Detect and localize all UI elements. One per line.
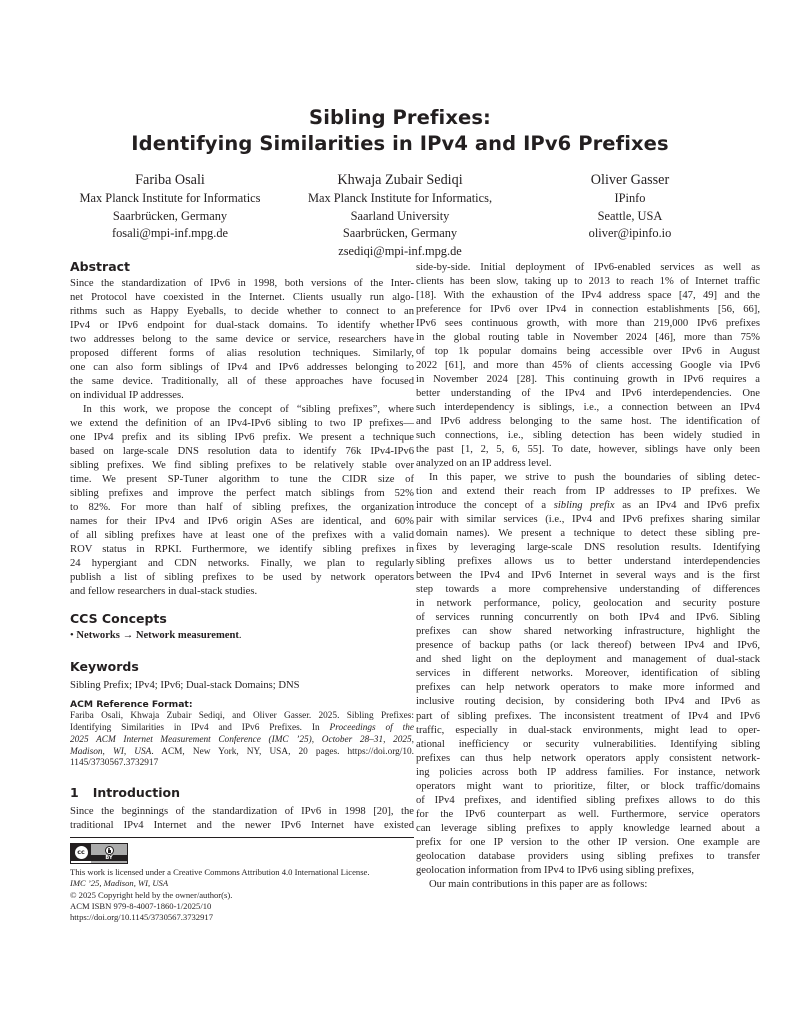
text-line: Since the standardization of IPv6 in 1998, both versions of the Inter- <box>70 278 414 289</box>
author-email[interactable]: zsediqi@mpi-inf.mpg.de <box>338 243 462 258</box>
text-line: of services running concurrently on both IPv4 and IPv6. Sibling <box>416 612 760 624</box>
keywords-heading: Keywords <box>70 659 139 675</box>
text-line: IPv6 sees continuous growth, with more than 219,000 IPv6 prefixes <box>416 318 760 330</box>
text-line: for the IPv6 counterpart as well. Furthermore, service operators <box>416 808 760 820</box>
abstract-paragraph-1 <box>70 277 414 403</box>
text-line: the past [1, 2, 5, 6, 55]. To date, however, siblings have only been <box>416 444 760 456</box>
text-line: we extend the definition of an IPv4-IPv6 sibling to two IP prefixes— <box>70 418 414 430</box>
author-name: Oliver Gasser <box>590 172 670 188</box>
intro-continued-paragraph <box>416 261 760 471</box>
text-line: based on large-scale DNS resolution data to identify 76k IPv4-IPv6 <box>70 446 414 458</box>
text-line: geolocation information from IPv4 to IPv6 using sibling prefixes, <box>416 864 695 876</box>
text-line: preference for IPv6 over IPv4 in connection establishments [56, 66], <box>416 304 760 316</box>
reference-location: Madison, WI, USA <box>70 746 152 757</box>
text-line: net Protocol have coexisted in the Internet. Clients usually run algo- <box>70 292 414 304</box>
text-line: 24 hypergiant and CDN networks. Finally, we plan to regularly <box>70 558 414 570</box>
text-line: one can also form siblings of IPv4 and IPv6 addresses belonging to <box>70 362 414 374</box>
text-line: domain names). We present a technique to detect these sibling pre- <box>416 528 760 540</box>
cc-circle: cc <box>75 846 88 859</box>
reference-proceedings: Proceedings of the <box>329 723 414 734</box>
text-line <box>416 499 760 513</box>
author-email[interactable]: oliver@ipinfo.io <box>588 226 672 241</box>
doi-link[interactable]: 1145/3730567.3732917 <box>70 758 159 769</box>
text-line: of top 1k popular domains being accessible over IPv6 in August <box>416 346 760 358</box>
text-line: tion and extend their reach from IP addresses to IP prefixes. We <box>416 486 760 498</box>
introduction-heading <box>70 784 414 802</box>
title-line-2: Identifying Similarities in IPv4 and IPv6 Prefixes <box>131 132 669 155</box>
text-line: prefix for one IP version to the other IP version. One example are <box>416 836 760 848</box>
license-copyright: © 2025 Copyright held by the owner/author(s). <box>70 889 233 900</box>
text-line: publish a list of sibling prefixes to be used by network operators <box>70 572 414 584</box>
title-line-1: Sibling Prefixes: <box>309 106 491 129</box>
text-line: proposed different forms of alias resolution techniques. Similarly, <box>70 348 414 360</box>
text-line: IPv4 or IPv6 endpoint for dual-stack domains. To identify whether <box>70 320 414 332</box>
license-text <box>70 867 414 923</box>
author-block-1 <box>70 170 270 243</box>
ccs-concepts <box>70 629 414 643</box>
text-line: [18]. With the exhaustion of the IPv4 address space [47, 49] and the <box>416 290 760 302</box>
text-line: prefixes can show shared networking infrastructure, highlight the <box>416 626 760 638</box>
text-line <box>70 723 414 735</box>
text-line: side-by-side. Initial deployment of IPv6-enabled services as well as <box>416 262 760 273</box>
text-line: such interdependency is siblings, i.e., a connection between an IPv4 <box>416 402 760 414</box>
text-line <box>70 747 414 759</box>
text-line: one IPv4 prefix and its sibling IPv6 prefix. We present a technique <box>70 432 414 444</box>
text-line: and shed light on the deployment and management of dual-stack <box>416 654 760 666</box>
author-email[interactable]: fosali@mpi-inf.mpg.de <box>111 226 229 241</box>
author-affiliation: Max Planck Institute for Informatics <box>79 191 261 205</box>
reference-text: Identifying Similarities in IPv4 and IPv6 Prefixes. In <box>70 723 330 734</box>
text-line: sibling prefixes and improve the perfect match siblings from 52% <box>70 488 414 500</box>
ccs-period: . <box>238 630 242 642</box>
license-venue-text: IMC ’25, Madison, WI, USA <box>70 878 169 889</box>
contribution-paragraph <box>416 471 760 877</box>
text-line: Our main contributions in this paper are as follows: <box>429 878 648 890</box>
text-line: in the global routing table in November 2024 [46], more than 75% <box>416 332 760 344</box>
inline-text: as an IPv4 and IPv6 prefix <box>614 500 760 512</box>
text-line: can leverage sibling prefixes to apply knowledge learned about a <box>416 822 760 834</box>
abstract-heading: Abstract <box>70 259 131 274</box>
text-line: part of sibling prefixes. The inconsistent treatment of IPv4 and IPv6 <box>416 710 760 722</box>
author-location: Seattle, USA <box>597 208 663 223</box>
by-icon <box>91 844 127 863</box>
text-line: sibling prefixes allows us to better understand interdependencies <box>416 556 760 568</box>
text-line: 2022 [61], and more than 45% of clients accessing Google via IPv6 <box>416 360 760 372</box>
text-line: and fellow researchers in dual-stack studies. <box>70 586 258 598</box>
text-line: operators might want to prioritize, filter, or block traffic/domains <box>416 780 760 792</box>
ccs-bullet: • <box>70 630 74 642</box>
text-line: of all sibling prefixes have at least one of the prefixes with a valid <box>70 530 414 542</box>
text-line: to 82%. For more than half of sibling prefixes, the organization <box>70 502 414 514</box>
ccs-item-network-measurement: Network measurement <box>135 630 239 642</box>
author-name: Khwaja Zubair Sediqi <box>337 172 463 188</box>
text-line: prefixes can help network operators to make more informed and <box>416 682 760 694</box>
author-block-2 <box>300 170 500 260</box>
ccs-item-networks: Networks <box>76 630 120 642</box>
author-affiliation: Max Planck Institute for Informatics, <box>307 191 493 205</box>
arrow-icon: → <box>122 630 134 642</box>
text-line: time. We present SP-Tuner algorithm to tune the CIDR size of <box>70 474 414 486</box>
text-line: Fariba Osali, Khwaja Zubair Sediqi, and Oliver Gasser. 2025. Sibling Prefixes: <box>70 711 414 722</box>
section-number: 1 <box>70 784 79 800</box>
text-line <box>70 735 414 747</box>
text-line: sibling prefixes. We find sibling prefixes to be relatively stable over <box>70 460 414 472</box>
author-location: Saarbrücken, Germany <box>112 208 228 223</box>
text-line: between the IPv4 and IPv6 Internet in several ways and is the first <box>416 570 760 582</box>
text-line: such connections, i.e., sibling detection has been widely studied in <box>416 430 760 442</box>
author-block-3 <box>530 170 730 243</box>
ccs-heading: CCS Concepts <box>70 611 167 627</box>
license-venue <box>70 878 414 889</box>
text-line: clients has been slow, taking up to 2013 to reach 1% of Internet traffic <box>416 276 760 288</box>
footnote-divider <box>70 837 414 838</box>
text-line: In this work, we propose the concept of “sibling prefixes”, where <box>83 404 414 416</box>
cc-icon <box>71 844 91 861</box>
right-column <box>416 261 760 892</box>
text-line: prefixes can thus help network operators apply consistent network- <box>416 752 760 764</box>
reference-format-text <box>70 711 414 770</box>
text-line: two addresses belong to the same device or service, researchers have <box>70 334 414 346</box>
text-line: ROV status in RPKI. Furthermore, we identify sibling prefixes in <box>70 544 414 556</box>
left-column <box>70 258 414 923</box>
reference-publisher[interactable]: . ACM, New York, NY, USA, 20 pages. https://doi.org/10. <box>151 746 414 757</box>
inline-text: introduce the concept of a <box>416 500 554 512</box>
reference-format-heading: ACM Reference Format: <box>70 699 193 711</box>
by-label: BY <box>91 855 127 861</box>
text-line: services in different networks. Moreover, identification of sibling <box>416 668 760 680</box>
text-line: ational inefficiency or security vulnerabilities. Identifying sibling <box>416 738 760 750</box>
text-line: ing policies across both IP address families. For instance, network <box>416 766 760 778</box>
person-icon <box>105 846 114 855</box>
text-line: traditional IPv4 Internet and the newer IPv6 Internet have existed <box>70 819 414 831</box>
license-statement[interactable]: This work is licensed under a Creative Commons Attribution 4.0 International License. <box>70 866 370 877</box>
text-line: fixes by leveraging large-scale DNS resolution results. Identifying <box>416 542 760 554</box>
text-line: and IPv6 address belonging to the same host. The identification of <box>416 416 760 428</box>
author-name: Fariba Osali <box>135 172 205 188</box>
text-line: traffic, especially in dual-stack environments, might lead to oper- <box>416 724 760 736</box>
text-line: presence of backup paths (or lack thereof) between IPv4 and IPv6, <box>416 640 760 652</box>
text-line: pair with similar services (i.e., IPv4 and IPv6 prefixes sharing similar <box>416 514 760 526</box>
emphasis-sibling-prefix: sibling prefix <box>553 500 615 512</box>
text-line: In this paper, we strive to push the boundaries of sibling detec- <box>429 472 760 484</box>
text-line: in November 2024 [28]. This continuing growth in IPv6 requires a <box>416 374 760 386</box>
abstract-paragraph-2 <box>70 403 414 599</box>
text-line: the same device. Traditionally, all of these approaches have focused <box>70 376 414 388</box>
paper-title <box>0 105 800 157</box>
author-location: Saarbrücken, Germany <box>342 226 458 241</box>
text-line: in network performance, policy, geolocation and security posture <box>416 598 760 610</box>
text-line: names for their IPv4 and IPv6 origin ASes are identical, and 60% <box>70 516 414 528</box>
text-line: inclusive routing decision, by considering both IPv4 and IPv6 as <box>416 696 760 708</box>
license-isbn: ACM ISBN 979-8-4007-1860-1/2025/10 <box>70 900 212 911</box>
text-line: better understanding of the IPv4 and IPv6 interdependencies. One <box>416 388 760 400</box>
text-line: step towards a more comprehensive understanding of differences <box>416 584 760 596</box>
keywords-text: Sibling Prefix; IPv4; IPv6; Dual-stack Domains; DNS <box>70 680 300 692</box>
intro-paragraph <box>70 805 414 833</box>
text-line: analyzed on an IP address level. <box>416 458 552 470</box>
text-line: Since the beginnings of the standardization of IPv6 in 1998 [20], the <box>70 805 414 817</box>
license-doi[interactable]: https://doi.org/10.1145/3730567.3732917 <box>70 912 213 923</box>
section-title: Introduction <box>92 784 180 800</box>
text-line: geolocation database providers using sibling prefixes to transfer <box>416 850 760 862</box>
text-line: rithms such as Happy Eyeballs, to decide whether to connect to an <box>70 306 414 318</box>
author-affiliation: IPinfo <box>614 191 646 205</box>
text-line: on individual IP addresses. <box>70 390 184 402</box>
text-line: of IPv4 prefixes, and identified sibling prefixes allows to do this <box>416 794 760 806</box>
contributions-intro <box>416 878 760 892</box>
author-affiliation-2: Saarland University <box>350 208 450 223</box>
cc-by-logo[interactable] <box>70 843 128 864</box>
reference-conference: 2025 ACM Internet Measurement Conference (IMC ’25), October 28–31, 2025, <box>70 734 414 745</box>
